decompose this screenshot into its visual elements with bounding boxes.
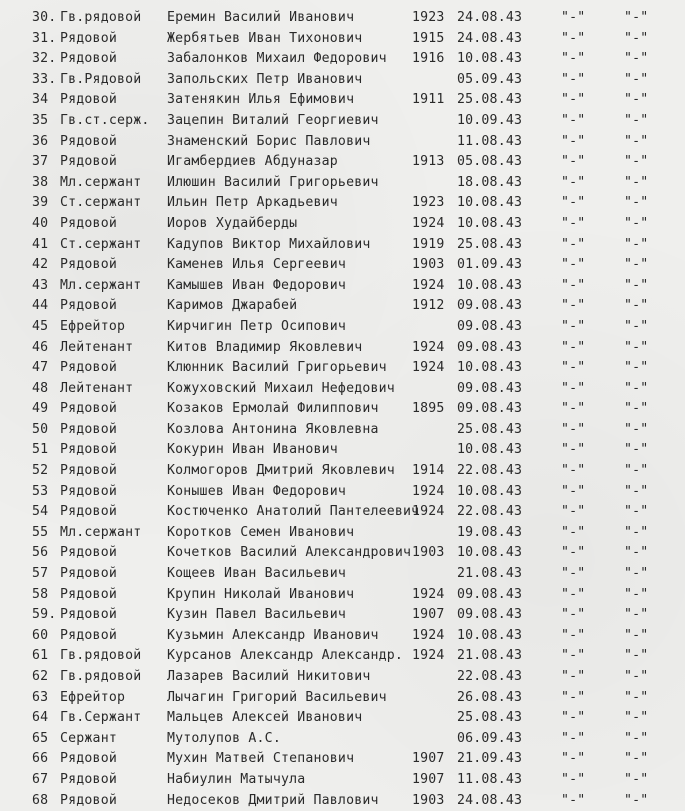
ditto-mark: "-" <box>624 10 649 25</box>
rank-text: Лейтенант <box>60 339 134 355</box>
birth-year: 1913 <box>412 154 445 170</box>
date-text: 09.08.43 <box>457 607 523 623</box>
rank-text: Рядовой <box>60 566 117 582</box>
ditto-mark: "-" <box>561 771 586 787</box>
date-text: 10.08.43 <box>457 483 523 499</box>
birth-year: 1924 <box>412 360 445 376</box>
date-text: 09.08.43 <box>457 298 523 314</box>
list-item <box>0 235 685 256</box>
ditto-mark: "-" <box>624 277 649 293</box>
date-text: 09.08.43 <box>457 339 523 355</box>
ditto-mark: "-" <box>561 421 586 437</box>
date-text: 10.08.43 <box>457 545 523 561</box>
date-text: 22.08.43 <box>457 669 523 684</box>
rank-text: Рядовой <box>60 771 117 787</box>
person-name: Кокурин Иван Иванович <box>167 442 338 458</box>
list-item <box>0 667 685 688</box>
rank-text: Рядовой <box>60 421 117 437</box>
ditto-mark: "-" <box>624 524 649 540</box>
list-item <box>0 193 685 214</box>
date-text: 06.09.43 <box>457 730 523 746</box>
birth-year: 1907 <box>412 771 445 787</box>
list-item <box>0 29 685 50</box>
list-item <box>0 440 685 461</box>
entry-number: 57 <box>32 566 49 582</box>
entry-number: 68 <box>32 792 49 808</box>
ditto-mark: "-" <box>624 298 649 314</box>
ditto-mark: "-" <box>624 627 649 643</box>
roster-list <box>0 8 685 811</box>
person-name: Кощеев Иван Васильевич <box>167 566 347 582</box>
ditto-mark: "-" <box>624 112 649 128</box>
entry-number: 65 <box>32 730 49 746</box>
list-item <box>0 749 685 770</box>
ditto-mark: "-" <box>561 236 586 252</box>
rank-text: Гв.Сержант <box>60 710 142 726</box>
date-text: 19.08.43 <box>457 524 523 540</box>
person-name: Курсанов Александр Александр. <box>167 648 404 664</box>
entry-number: 67 <box>32 771 49 787</box>
entry-number: 55 <box>32 524 49 540</box>
list-item <box>0 729 685 750</box>
person-name: Кожуховский Михаил Нефедович <box>167 380 395 396</box>
birth-year: 1924 <box>412 277 445 293</box>
birth-year: 1924 <box>412 504 445 520</box>
entry-number: 35 <box>32 112 49 128</box>
rank-text: Рядовой <box>60 442 117 458</box>
ditto-mark: "-" <box>624 421 649 437</box>
ditto-mark: "-" <box>624 545 649 561</box>
person-name: Кадупов Виктор Михайлович <box>167 236 371 252</box>
date-text: 09.08.43 <box>457 380 523 396</box>
ditto-mark: "-" <box>624 30 649 46</box>
ditto-mark: "-" <box>624 195 649 211</box>
rank-text: Ефрейтор <box>60 318 126 334</box>
rank-text: Мл.сержант <box>60 524 142 540</box>
entry-number: 40 <box>32 215 49 231</box>
ditto-mark: "-" <box>561 298 586 314</box>
entry-number: 44 <box>32 298 49 314</box>
entry-number: 36 <box>32 133 49 149</box>
birth-year: 1914 <box>412 463 445 479</box>
birth-year: 1916 <box>412 51 445 67</box>
person-name: Китов Владимир Яковлевич <box>167 339 363 355</box>
ditto-mark: "-" <box>624 607 649 623</box>
person-name: Запольских Петр Иванович <box>167 71 363 87</box>
rank-text: Рядовой <box>60 627 117 643</box>
date-text: 21.08.43 <box>457 566 523 582</box>
date-text: 11.08.43 <box>457 771 523 787</box>
list-item <box>0 543 685 564</box>
birth-year: 1895 <box>412 401 445 417</box>
birth-year: 1903 <box>412 792 445 808</box>
list-item <box>0 461 685 482</box>
ditto-mark: "-" <box>561 51 586 67</box>
rank-text: Рядовой <box>60 607 117 623</box>
ditto-mark: "-" <box>561 71 586 87</box>
rank-text: Рядовой <box>60 215 117 231</box>
list-item <box>0 523 685 544</box>
ditto-mark: "-" <box>624 463 649 479</box>
list-item <box>0 70 685 91</box>
birth-year: 1924 <box>412 215 445 231</box>
person-name: Коротков Семен Иванович <box>167 524 355 540</box>
ditto-mark: "-" <box>624 215 649 231</box>
list-item <box>0 214 685 235</box>
rank-text: Гв.рядовой <box>60 669 142 684</box>
date-text: 10.08.43 <box>457 195 523 211</box>
person-name: Недосеков Дмитрий Павлович <box>167 792 379 808</box>
date-text: 01.09.43 <box>457 257 523 273</box>
birth-year: 1923 <box>412 195 445 211</box>
ditto-mark: "-" <box>561 648 586 664</box>
ditto-mark: "-" <box>624 689 649 705</box>
date-text: 21.08.43 <box>457 648 523 664</box>
rank-text: Рядовой <box>60 463 117 479</box>
ditto-mark: "-" <box>624 174 649 190</box>
entry-number: 52 <box>32 463 49 479</box>
birth-year: 1911 <box>412 92 445 108</box>
entry-number: 39 <box>32 195 49 211</box>
date-text: 25.08.43 <box>457 421 523 437</box>
rank-text: Рядовой <box>60 504 117 520</box>
date-text: 24.08.43 <box>457 792 523 808</box>
ditto-mark: "-" <box>561 277 586 293</box>
ditto-mark: "-" <box>624 401 649 417</box>
ditto-mark: "-" <box>624 133 649 149</box>
entry-number: 51 <box>32 442 49 458</box>
person-name: Костюченко Анатолий Пантелеевич <box>167 504 420 520</box>
person-name: Кирчигин Петр Осипович <box>167 318 347 334</box>
entry-number: 31. <box>32 30 57 46</box>
entry-number: 48 <box>32 380 49 396</box>
entry-number: 59. <box>32 607 57 623</box>
ditto-mark: "-" <box>561 339 586 355</box>
ditto-mark: "-" <box>624 710 649 726</box>
rank-text: Мл.сержант <box>60 174 142 190</box>
ditto-mark: "-" <box>624 504 649 520</box>
date-text: 22.08.43 <box>457 463 523 479</box>
rank-text: Гв.рядовой <box>60 648 142 664</box>
entry-number: 33. <box>32 71 57 87</box>
rank-text: Рядовой <box>60 545 117 561</box>
entry-number: 54 <box>32 504 49 520</box>
date-text: 10.08.43 <box>457 215 523 231</box>
entry-number: 47 <box>32 360 49 376</box>
birth-year: 1924 <box>412 627 445 643</box>
ditto-mark: "-" <box>561 257 586 273</box>
list-item <box>0 646 685 667</box>
ditto-mark: "-" <box>561 751 586 767</box>
rank-text: Сержант <box>60 730 117 746</box>
person-name: Лазарев Василий Никитович <box>167 669 371 684</box>
birth-year: 1907 <box>412 607 445 623</box>
ditto-mark: "-" <box>624 566 649 582</box>
date-text: 09.08.43 <box>457 401 523 417</box>
list-item <box>0 605 685 626</box>
rank-text: Рядовой <box>60 792 117 808</box>
date-text: 25.08.43 <box>457 710 523 726</box>
date-text: 24.08.43 <box>457 10 523 25</box>
person-name: Мутолупов А.С. <box>167 730 281 746</box>
rank-text: Гв.ст.серж. <box>60 112 150 128</box>
person-name: Знаменский Борис Павлович <box>167 133 371 149</box>
entry-number: 37 <box>32 154 49 170</box>
person-name: Забалонков Михаил Федорович <box>167 51 387 67</box>
birth-year: 1903 <box>412 257 445 273</box>
ditto-mark: "-" <box>561 689 586 705</box>
ditto-mark: "-" <box>561 586 586 602</box>
ditto-mark: "-" <box>624 442 649 458</box>
ditto-mark: "-" <box>561 92 586 108</box>
rank-text: Рядовой <box>60 751 117 767</box>
date-text: 05.08.43 <box>457 154 523 170</box>
person-name: Мухин Матвей Степанович <box>167 751 355 767</box>
ditto-mark: "-" <box>561 10 586 25</box>
entry-number: 64 <box>32 710 49 726</box>
list-item <box>0 791 685 811</box>
ditto-mark: "-" <box>624 751 649 767</box>
ditto-mark: "-" <box>624 257 649 273</box>
birth-year: 1919 <box>412 236 445 252</box>
date-text: 25.08.43 <box>457 92 523 108</box>
list-item <box>0 420 685 441</box>
rank-text: Лейтенант <box>60 380 134 396</box>
ditto-mark: "-" <box>561 195 586 211</box>
list-item <box>0 152 685 173</box>
person-name: Еремин Василий Иванович <box>167 10 355 25</box>
person-name: Игамбердиев Абдуназар <box>167 154 338 170</box>
entry-number: 38 <box>32 174 49 190</box>
person-name: Козаков Ермолай Филиппович <box>167 401 379 417</box>
ditto-mark: "-" <box>561 524 586 540</box>
rank-text: Рядовой <box>60 92 117 108</box>
list-item <box>0 132 685 153</box>
person-name: Козлова Антонина Яковлевна <box>167 421 379 437</box>
ditto-mark: "-" <box>561 215 586 231</box>
ditto-mark: "-" <box>561 133 586 149</box>
ditto-mark: "-" <box>561 380 586 396</box>
birth-year: 1924 <box>412 483 445 499</box>
date-text: 09.08.43 <box>457 318 523 334</box>
entry-number: 50 <box>32 421 49 437</box>
entry-number: 66 <box>32 751 49 767</box>
ditto-mark: "-" <box>561 112 586 128</box>
person-name: Илюшин Василий Григорьевич <box>167 174 379 190</box>
date-text: 10.08.43 <box>457 442 523 458</box>
ditto-mark: "-" <box>561 504 586 520</box>
birth-year: 1924 <box>412 586 445 602</box>
ditto-mark: "-" <box>624 360 649 376</box>
person-name: Колмогоров Дмитрий Яковлевич <box>167 463 395 479</box>
list-item <box>0 173 685 194</box>
rank-text: Рядовой <box>60 154 117 170</box>
date-text: 09.08.43 <box>457 586 523 602</box>
ditto-mark: "-" <box>624 339 649 355</box>
person-name: Зацепин Виталий Георгиевич <box>167 112 379 128</box>
entry-number: 34 <box>32 92 49 108</box>
date-text: 05.09.43 <box>457 71 523 87</box>
person-name: Конышев Иван Федорович <box>167 483 347 499</box>
ditto-mark: "-" <box>624 483 649 499</box>
entry-number: 53 <box>32 483 49 499</box>
entry-number: 63 <box>32 689 49 705</box>
list-item <box>0 255 685 276</box>
birth-year: 1924 <box>412 339 445 355</box>
birth-year: 1907 <box>412 751 445 767</box>
rank-text: Рядовой <box>60 360 117 376</box>
date-text: 10.08.43 <box>457 360 523 376</box>
rank-text: Рядовой <box>60 483 117 499</box>
date-text: 10.09.43 <box>457 112 523 128</box>
person-name: Кузьмин Александр Иванович <box>167 627 379 643</box>
date-text: 24.08.43 <box>457 30 523 46</box>
date-text: 26.08.43 <box>457 689 523 705</box>
rank-text: Рядовой <box>60 51 117 67</box>
entry-number: 46 <box>32 339 49 355</box>
entry-number: 61 <box>32 648 49 664</box>
ditto-mark: "-" <box>624 380 649 396</box>
rank-text: Гв.рядовой <box>60 10 142 25</box>
list-item <box>0 502 685 523</box>
list-item <box>0 399 685 420</box>
list-item <box>0 317 685 338</box>
list-item <box>0 708 685 729</box>
rank-text: Ст.сержант <box>60 195 142 211</box>
date-text: 21.09.43 <box>457 751 523 767</box>
list-item <box>0 358 685 379</box>
list-item <box>0 770 685 791</box>
person-name: Каменев Илья Сергеевич <box>167 257 347 273</box>
list-item <box>0 564 685 585</box>
list-item <box>0 482 685 503</box>
date-text: 25.08.43 <box>457 236 523 252</box>
ditto-mark: "-" <box>624 51 649 67</box>
person-name: Жербятьев Иван Тихонович <box>167 30 363 46</box>
list-item <box>0 49 685 70</box>
ditto-mark: "-" <box>561 566 586 582</box>
rank-text: Рядовой <box>60 30 117 46</box>
person-name: Лычагин Григорий Васильевич <box>167 689 387 705</box>
entry-number: 42 <box>32 257 49 273</box>
person-name: Мальцев Алексей Иванович <box>167 710 363 726</box>
ditto-mark: "-" <box>561 710 586 726</box>
rank-text: Рядовой <box>60 401 117 417</box>
ditto-mark: "-" <box>561 545 586 561</box>
ditto-mark: "-" <box>561 627 586 643</box>
ditto-mark: "-" <box>561 30 586 46</box>
person-name: Кузин Павел Васильевич <box>167 607 347 623</box>
ditto-mark: "-" <box>624 71 649 87</box>
entry-number: 41 <box>32 236 49 252</box>
ditto-mark: "-" <box>624 92 649 108</box>
date-text: 10.08.43 <box>457 51 523 67</box>
date-text: 10.08.43 <box>457 277 523 293</box>
list-item <box>0 111 685 132</box>
ditto-mark: "-" <box>624 318 649 334</box>
person-name: Камышев Иван Федорович <box>167 277 347 293</box>
list-item <box>0 90 685 111</box>
person-name: Затенякин Илья Ефимович <box>167 92 355 108</box>
ditto-mark: "-" <box>561 442 586 458</box>
date-text: 10.08.43 <box>457 627 523 643</box>
entry-number: 45 <box>32 318 49 334</box>
person-name: Кочетков Василий Александрович <box>167 545 412 561</box>
ditto-mark: "-" <box>561 174 586 190</box>
person-name: Набиулин Матычула <box>167 771 306 787</box>
list-item <box>0 276 685 297</box>
rank-text: Гв.Рядовой <box>60 71 142 87</box>
rank-text: Рядовой <box>60 586 117 602</box>
rank-text: Ефрейтор <box>60 689 126 705</box>
birth-year: 1915 <box>412 30 445 46</box>
ditto-mark: "-" <box>624 730 649 746</box>
ditto-mark: "-" <box>561 360 586 376</box>
ditto-mark: "-" <box>624 792 649 808</box>
entry-number: 30. <box>32 10 57 25</box>
ditto-mark: "-" <box>624 771 649 787</box>
birth-year: 1903 <box>412 545 445 561</box>
ditto-mark: "-" <box>561 463 586 479</box>
person-name: Крупин Николай Иванович <box>167 586 355 602</box>
entry-number: 32. <box>32 51 57 67</box>
list-item <box>0 688 685 709</box>
person-name: Иоров Худайберды <box>167 215 298 231</box>
person-name: Каримов Джарабей <box>167 298 298 314</box>
entry-number: 60 <box>32 627 49 643</box>
ditto-mark: "-" <box>624 154 649 170</box>
list-item <box>0 338 685 359</box>
birth-year: 1924 <box>412 648 445 664</box>
ditto-mark: "-" <box>624 586 649 602</box>
ditto-mark: "-" <box>561 401 586 417</box>
date-text: 22.08.43 <box>457 504 523 520</box>
ditto-mark: "-" <box>624 236 649 252</box>
ditto-mark: "-" <box>561 669 586 684</box>
date-text: 18.08.43 <box>457 174 523 190</box>
ditto-mark: "-" <box>624 648 649 664</box>
birth-year: 1923 <box>412 10 445 25</box>
person-name: Клюнник Василий Григорьевич <box>167 360 387 376</box>
ditto-mark: "-" <box>624 669 649 684</box>
entry-number: 56 <box>32 545 49 561</box>
list-item <box>0 296 685 317</box>
rank-text: Рядовой <box>60 133 117 149</box>
ditto-mark: "-" <box>561 318 586 334</box>
ditto-mark: "-" <box>561 154 586 170</box>
list-item <box>0 8 685 29</box>
ditto-mark: "-" <box>561 607 586 623</box>
rank-text: Рядовой <box>60 298 117 314</box>
ditto-mark: "-" <box>561 730 586 746</box>
date-text: 11.08.43 <box>457 133 523 149</box>
ditto-mark: "-" <box>561 792 586 808</box>
rank-text: Мл.сержант <box>60 277 142 293</box>
list-item <box>0 626 685 647</box>
rank-text: Ст.сержант <box>60 236 142 252</box>
entry-number: 43 <box>32 277 49 293</box>
birth-year: 1912 <box>412 298 445 314</box>
entry-number: 58 <box>32 586 49 602</box>
entry-number: 49 <box>32 401 49 417</box>
list-item <box>0 379 685 400</box>
entry-number: 62 <box>32 669 49 684</box>
ditto-mark: "-" <box>561 483 586 499</box>
list-item <box>0 585 685 606</box>
person-name: Ильин Петр Аркадьевич <box>167 195 338 211</box>
rank-text: Рядовой <box>60 257 117 273</box>
